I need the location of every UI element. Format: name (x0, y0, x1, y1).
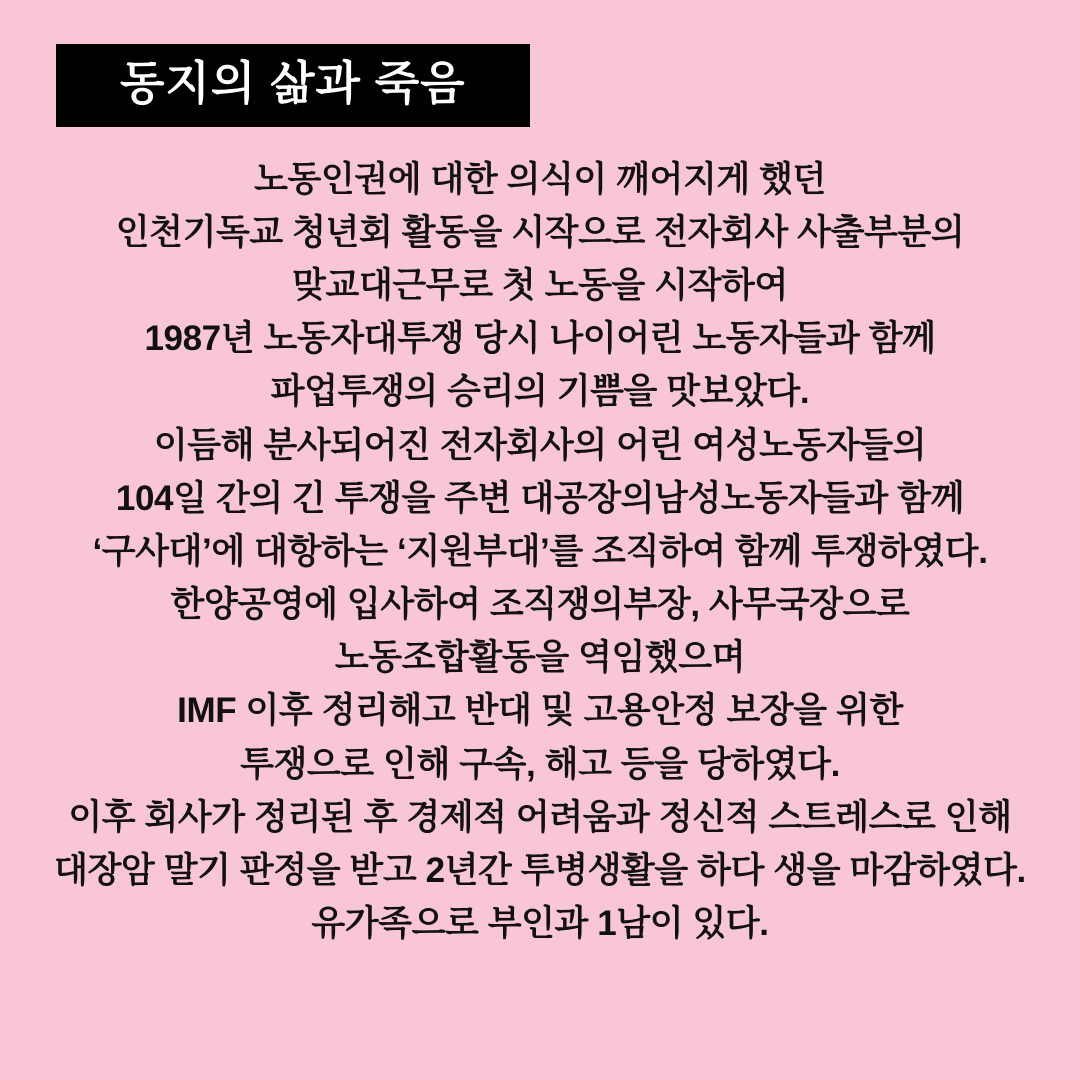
body-line: 파업투쟁의 승리의 기쁨을 맛보았다. (270, 372, 810, 412)
body-line: 노동조합활동을 역임했으며 (334, 638, 746, 678)
body-line: IMF 이후 정리해고 반대 및 고용안정 보장을 위한 (177, 691, 903, 731)
body-line: 1987년 노동자대투쟁 당시 나이어린 노동자들과 함께 (144, 319, 936, 359)
body-line: 104일 간의 긴 투쟁을 주변 대공장의남성노동자들과 함께 (115, 478, 965, 518)
page-title: 동지의 삶과 죽음 (120, 57, 466, 109)
body-line: 맞교대근무로 첫 노동을 시작하여 (292, 265, 788, 305)
body-line: 한양공영에 입사하여 조직쟁의부장, 사무국장으로 (170, 585, 910, 625)
body-line: 투쟁으로 인해 구속, 해고 등을 당하였다. (240, 744, 840, 784)
body-line: 인천기독교 청년회 활동을 시작으로 전자회사 사출부분의 (115, 212, 965, 252)
body-line: 유가족으로 부인과 1남이 있다. (311, 904, 769, 944)
title-banner (56, 44, 530, 127)
body-line: 대장암 말기 판정을 받고 2년간 투병생활을 하다 생을 마감하였다. (54, 851, 1026, 891)
body-line: 이후 회사가 정리된 후 경제적 어려움과 정신적 스트레스로 인해 (68, 797, 1012, 837)
body-text-block (0, 153, 1080, 951)
body-line: ‘구사대’에 대항하는 ‘지원부대’를 조직하여 함께 투쟁하였다. (92, 531, 988, 571)
body-line: 노동인권에 대한 의식이 깨어지게 했던 (254, 159, 826, 199)
body-line: 이듬해 분사되어진 전자회사의 어린 여성노동자들의 (153, 425, 927, 465)
